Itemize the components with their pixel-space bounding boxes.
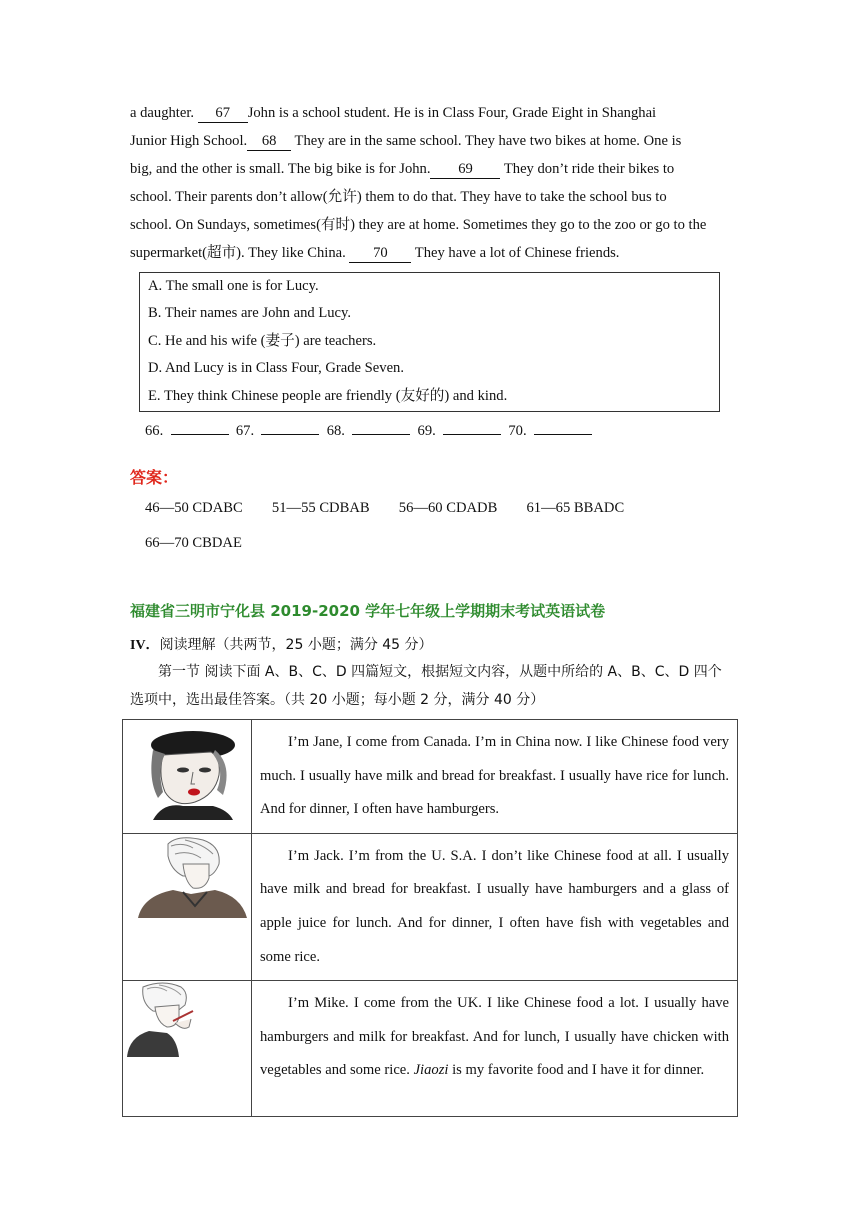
answer-heading: 答案： bbox=[130, 468, 179, 487]
instructions bbox=[130, 658, 730, 714]
reading-text-jane: I’m Jane, I come from Canada. I’m in China now. I like Chinese food very much. I usually have milk and bread for breakfast. I usually have rice for lunch. And for dinner, I often have hamburgers. bbox=[252, 720, 738, 834]
answer-key-row: 66—70 CBDAE bbox=[145, 535, 242, 551]
option-item: B. Their names are John and Lucy. bbox=[148, 305, 352, 322]
blank-69: 69 bbox=[430, 160, 500, 179]
section-title: 福建省三明市宁化县 2019-2020 学年七年级上学期期末考试英语试卷 bbox=[130, 602, 606, 620]
table-row bbox=[123, 833, 738, 980]
passage-line: Junior High School. bbox=[130, 133, 248, 149]
portrait-cell bbox=[123, 720, 252, 834]
portrait-cell bbox=[123, 981, 252, 1117]
options-box bbox=[139, 272, 720, 412]
passage-line: They don’t ride their bikes to bbox=[500, 161, 675, 177]
passage-line: They are in the same school. They have two bikes at home. One is bbox=[291, 133, 682, 149]
subtitle-text: 阅读理解（共两节，25 小题；满分 45 分） bbox=[159, 637, 433, 653]
reading-table bbox=[122, 719, 738, 1117]
reading-text-mike bbox=[252, 981, 738, 1117]
passage-line: a daughter. bbox=[130, 105, 195, 121]
section-subtitle bbox=[130, 634, 433, 654]
answer-number: 68. bbox=[326, 423, 345, 439]
option-item: E. They think Chinese people are friendly (友好的) and kind. bbox=[148, 387, 508, 404]
reading-text-part: is my favorite food and I have it for dinner. bbox=[448, 1062, 705, 1079]
portrait-jack-image bbox=[123, 834, 251, 918]
answer-key-row: 46—50 CDABC 51—55 CDBAB 56—60 CDADB 61—65 BBADC bbox=[145, 500, 625, 516]
portrait-jane-image bbox=[123, 720, 251, 820]
blank-67: 67 bbox=[198, 104, 248, 123]
option-item: A. The small one is for Lucy. bbox=[148, 278, 319, 294]
passage-line: school. On Sundays, sometimes(有时) they are at home. Sometimes they go to the zoo or go to the bbox=[130, 217, 707, 233]
answer-blank[interactable] bbox=[443, 420, 501, 435]
answer-blank[interactable] bbox=[261, 420, 319, 435]
reading-text-italic: Jiaozi bbox=[413, 1062, 449, 1079]
passage-line: school. Their parents don’t allow(允许) them to do that. They have to take the school bus to bbox=[130, 189, 667, 205]
instructions-text: 第一节 阅读下面 A、B、C、D 四篇短文，根据短文内容，从题中所给的 A、B、C、D 四个选项中，选出最佳答案。（共 20 小题；每小题 2 分，满分 40 分） bbox=[130, 664, 722, 708]
answer-blanks bbox=[145, 420, 592, 442]
passage-line: They have a lot of Chinese friends. bbox=[411, 245, 620, 261]
passage-line: supermarket(超市). They like China. bbox=[130, 245, 346, 261]
answer-number: 70. bbox=[508, 423, 527, 439]
portrait-cell bbox=[123, 833, 252, 980]
blank-68: 68 bbox=[247, 132, 291, 151]
passage-text bbox=[130, 99, 730, 267]
option-item: D. And Lucy is in Class Four, Grade Seven. bbox=[148, 360, 404, 377]
reading-text-part: I’m Mike. I come from the UK. I like Chinese food a lot. I usually have hamburgers and milk for breakfast. And for lunch, I usually have chicken with vegetables and some rice. bbox=[260, 995, 729, 1079]
blank-70: 70 bbox=[349, 244, 411, 263]
subtitle-number: IV． bbox=[130, 638, 160, 653]
table-row bbox=[123, 720, 738, 834]
passage-line: big, and the other is small. The big bike is for John. bbox=[130, 161, 431, 177]
answer-number: 67. bbox=[235, 423, 255, 439]
answer-number: 66. bbox=[145, 423, 164, 439]
answer-blank[interactable] bbox=[171, 420, 229, 435]
answer-blank[interactable] bbox=[534, 420, 592, 435]
option-item: C. He and his wife (妻子) are teachers. bbox=[148, 332, 377, 349]
passage-line: John is a school student. He is in Class Four, Grade Eight in Shanghai bbox=[247, 105, 657, 121]
reading-text-jack: I’m Jack. I’m from the U. S.A. I don’t like Chinese food at all. I usually have milk and bread for breakfast. I usually have hamburgers and a glass of apple juice for lunch. And for dinner, I often have fish with vegetables and some rice. bbox=[252, 833, 738, 980]
portrait-mike-image bbox=[123, 981, 251, 1057]
answer-number: 69. bbox=[417, 423, 436, 439]
answer-blank[interactable] bbox=[352, 420, 410, 435]
table-row bbox=[123, 981, 738, 1117]
